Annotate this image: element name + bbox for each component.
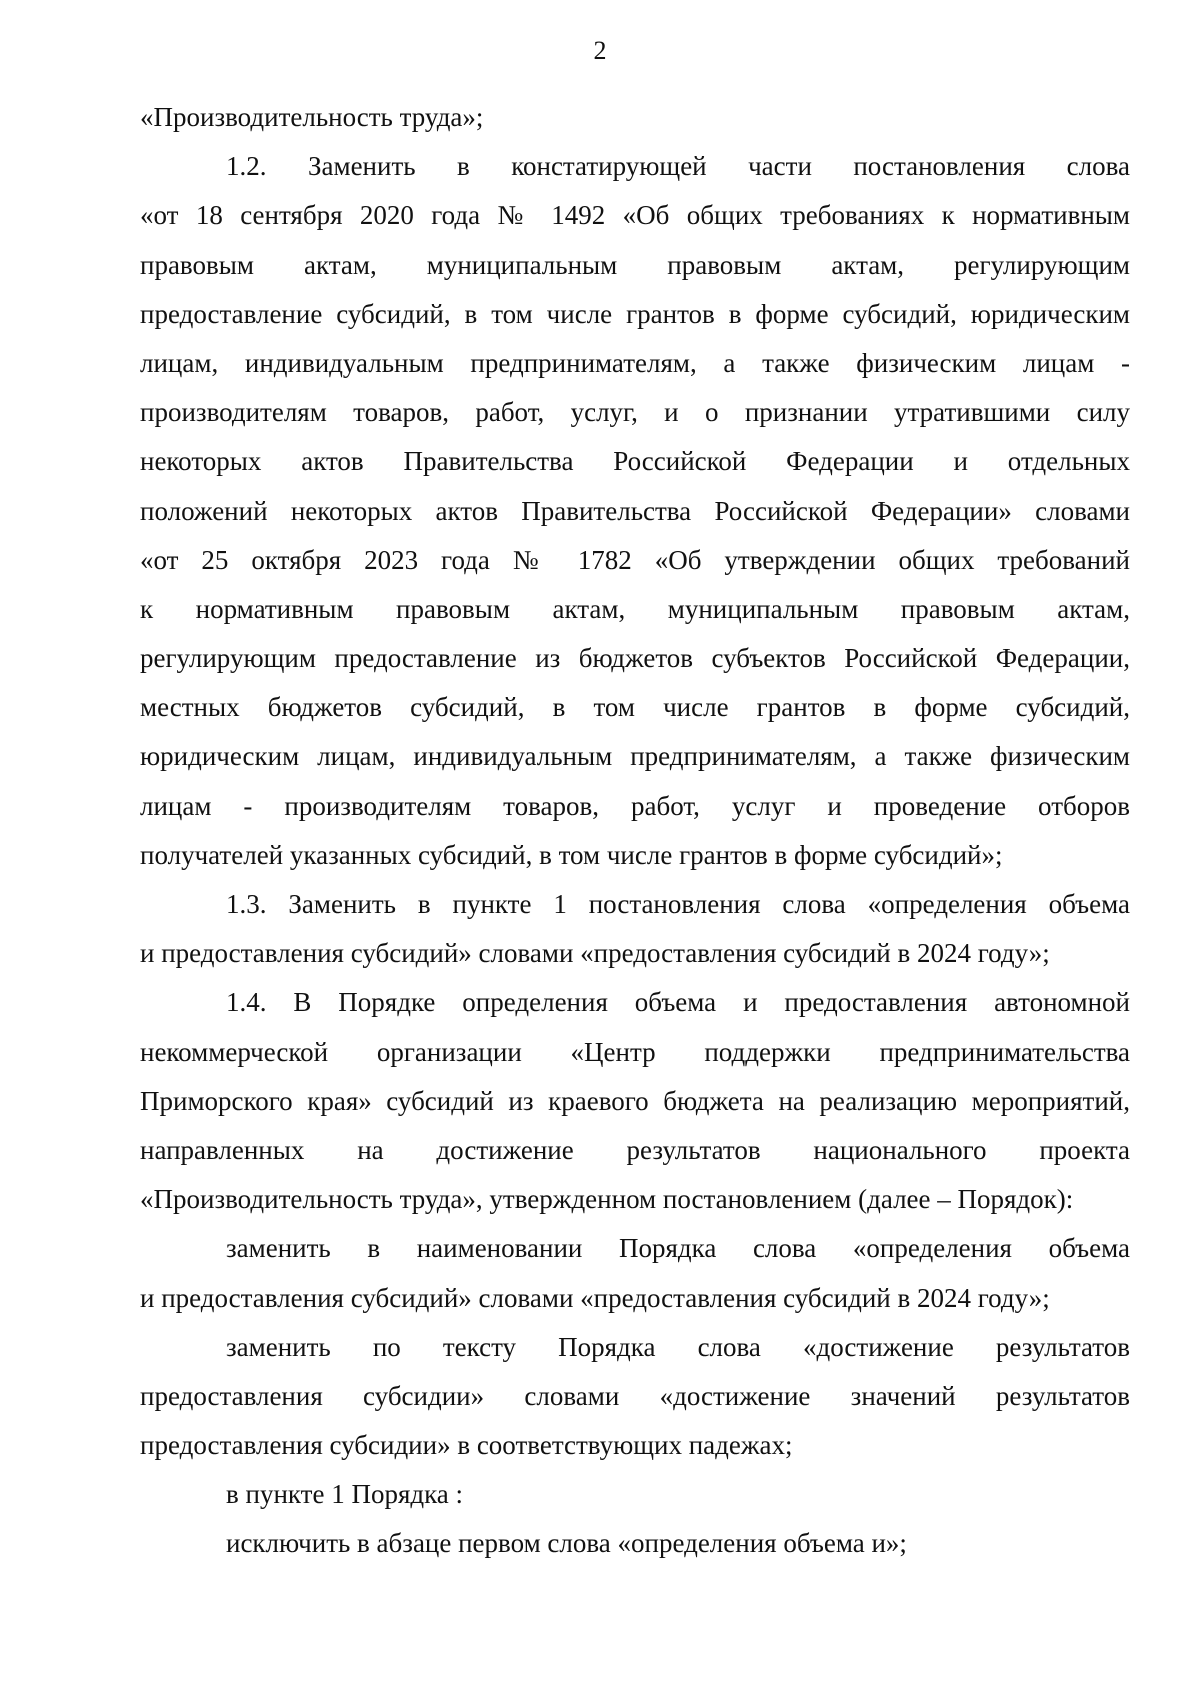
- text-line: в пункте 1 Порядка :: [226, 1479, 464, 1510]
- text-line: положений некоторых актов Правительства Российской Федерации» словами: [140, 495, 1130, 526]
- text-line: предоставления субсидии» словами «достижение значений результатов: [140, 1380, 1130, 1411]
- text-line: «Производительность труда»;: [140, 102, 484, 132]
- text-line: «от 25 октября 2023 года № 1782 «Об утверждении общих требований: [140, 544, 1130, 575]
- text-line: лицам, индивидуальным предпринимателям, а также физическим лицам -: [140, 347, 1130, 378]
- text-line: заменить по тексту Порядка слова «достижение результатов: [226, 1331, 1130, 1362]
- text-line: лицам - производителям товаров, работ, услуг и проведение отборов: [140, 790, 1130, 821]
- text-line: и предоставления субсидий» словами «предоставления субсидий в 2024 году»;: [140, 938, 1050, 969]
- text-line: Приморского края» субсидий из краевого бюджета на реализацию мероприятий,: [140, 1085, 1130, 1116]
- text-line: регулирующим предоставление из бюджетов субъектов Российской Федерации,: [140, 643, 1130, 674]
- text-line: производителям товаров, работ, услуг, и о признании утратившими силу: [140, 397, 1130, 428]
- text-line: 1.3. Заменить в пункте 1 постановления слова «определения объема: [226, 889, 1130, 919]
- text-line: и предоставления субсидий» словами «предоставления субсидий в 2024 году»;: [140, 1282, 1050, 1313]
- text-line: «Производительность труда», утвержденном постановлением (далее – Порядок):: [140, 1184, 1074, 1215]
- text-line: заменить в наименовании Порядка слова «определения объема: [226, 1233, 1130, 1264]
- document-body: [140, 93, 1130, 1569]
- text-line: предоставление субсидий, в том числе грантов в форме субсидий, юридическим: [140, 298, 1130, 329]
- text-line: 1.4. В Порядке определения объема и предоставления автономной: [226, 987, 1130, 1018]
- text-line: направленных на достижение результатов национального проекта: [140, 1134, 1130, 1165]
- text-line: некоторых актов Правительства Российской Федерации и отдельных: [140, 446, 1130, 477]
- text-line: предоставления субсидии» в соответствующих падежах;: [140, 1430, 793, 1461]
- text-line: «от 18 сентября 2020 года № 1492 «Об общих требованиях к нормативным: [140, 200, 1130, 231]
- text-line: юридическим лицам, индивидуальным предпринимателям, а также физическим: [140, 741, 1130, 772]
- text-line: к нормативным правовым актам, муниципальным правовым актам,: [140, 593, 1130, 624]
- text-line: правовым актам, муниципальным правовым актам, регулирующим: [140, 249, 1130, 280]
- text-line: местных бюджетов субсидий, в том числе грантов в форме субсидий,: [140, 692, 1130, 723]
- text-line: некоммерческой организации «Центр поддержки предпринимательства: [140, 1036, 1130, 1067]
- text-line: 1.2. Заменить в констатирующей части постановления слова: [226, 151, 1130, 182]
- page-number: 2: [593, 36, 607, 65]
- text-line: получателей указанных субсидий, в том числе грантов в форме субсидий»;: [140, 839, 1003, 870]
- text-line: исключить в абзаце первом слова «определения объема и»;: [226, 1528, 907, 1559]
